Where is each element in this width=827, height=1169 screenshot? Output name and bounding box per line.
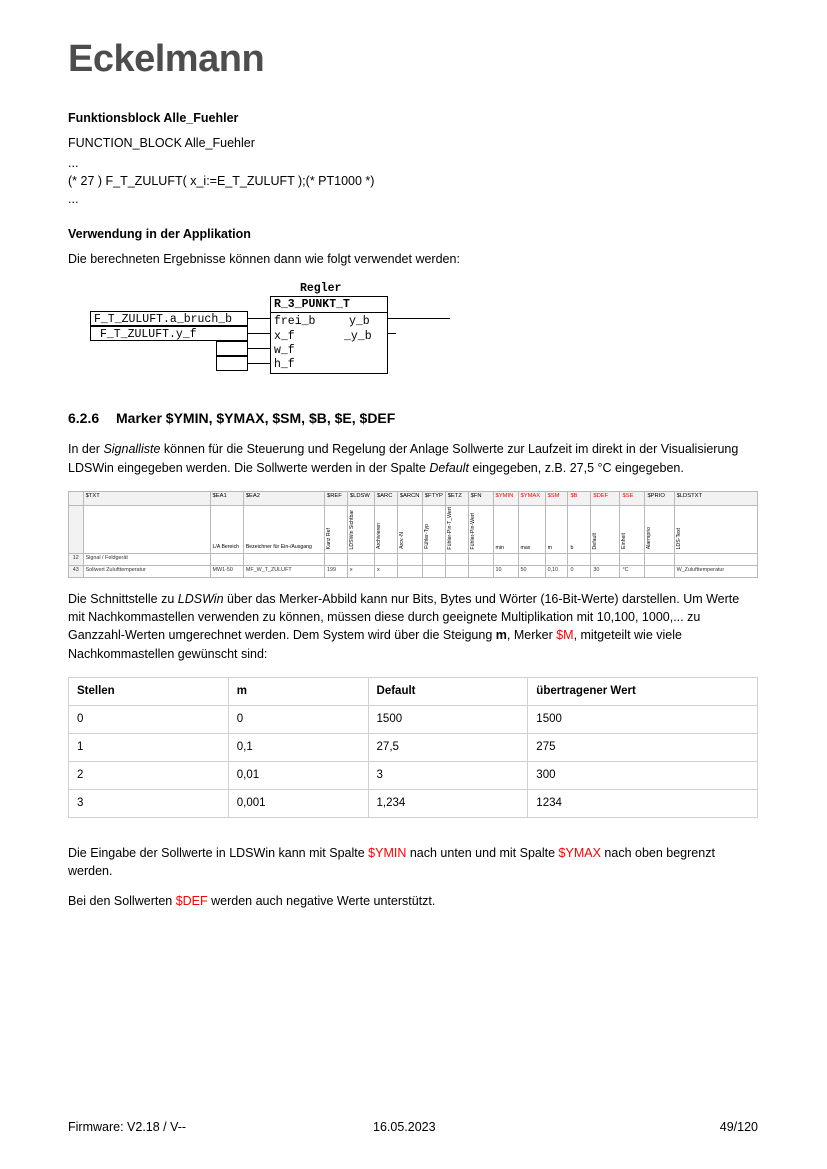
diagram-input-frei_b: frei_b: [274, 315, 316, 329]
diagram-stub-box-1: [216, 341, 248, 356]
siglist-r43-16: °C: [620, 566, 645, 578]
functionblock-heading: Funktionsblock Alle_Fuehler: [68, 111, 239, 125]
datatable-header-row: [69, 677, 758, 705]
siglist-r43-8: [422, 566, 445, 578]
functionblock-line-3: (* 27 ) F_T_ZULUFT( x_i:=E_T_ZULUFT );(* PT1000 *): [68, 174, 375, 189]
siglist-r12-15: [591, 554, 620, 566]
diagram-input-x_f: x_f: [274, 330, 295, 344]
negative-marker-def: $DEF: [175, 893, 208, 908]
intro-text-1: In der: [68, 442, 104, 457]
siglist-r12-6: [374, 554, 397, 566]
siglist-r12-0: 12: [69, 554, 84, 566]
datatable-r1-c2: 27,5: [368, 733, 528, 761]
section-intro-paragraph: [68, 440, 758, 476]
signal-list-table: [68, 491, 758, 579]
functionblock-line-4: ...: [68, 192, 79, 207]
datatable-r3-c0: 3: [69, 789, 229, 817]
interface-paragraph: [68, 590, 758, 663]
siglist-r43-11: 10: [493, 566, 518, 578]
negative-text-a: Bei den Sollwerten: [68, 893, 176, 908]
siglist-hdr-ea2: $EA2: [243, 491, 324, 505]
siglist-r12-11: [493, 554, 518, 566]
siglist-r12-14: [568, 554, 591, 566]
siglist-r12-17: [645, 554, 674, 566]
table-row: [69, 733, 758, 761]
datatable-r3-c1: 0,001: [228, 789, 368, 817]
section-number: 6.2.6: [68, 410, 100, 427]
siglist-sub-arc: Archivieren: [374, 505, 397, 554]
intro-text-2: können für die Steuerung und Regelung der Anlage Sollwerte zur Laufzeit im direkt in der Visualisierung LDSWin eingegeben werden. Die Sollwerte werden in der Spalte: [68, 442, 739, 475]
functionblock-line-2: ...: [68, 156, 79, 170]
limits-marker-ymax: $YMAX: [558, 845, 601, 860]
siglist-hdr-etz: $ETZ: [445, 491, 468, 505]
datatable-header-m: m: [228, 677, 368, 705]
limits-text-c: nach oben begrenzt werden.: [68, 845, 715, 878]
siglist-r43-3: MF_W_T_ZULUFT: [243, 566, 324, 578]
siglist-sub-ea1: L/A Bereich: [210, 505, 243, 554]
siglist-r12-10: [468, 554, 493, 566]
interface-italic-ldswin: LDSWin: [177, 592, 224, 607]
siglist-sub-ldsw: LDSWin Sichtbar: [347, 505, 374, 554]
siglist-sub-ref: Kanz Ref: [325, 505, 348, 554]
siglist-r43-15: 30: [591, 566, 620, 578]
diagram-conn-2: [248, 333, 270, 334]
intro-italic-signalliste: Signalliste: [103, 442, 161, 457]
document-content: [68, 110, 758, 912]
intro-italic-default: Default: [429, 460, 469, 475]
siglist-hdr-ref: $REF: [325, 491, 348, 505]
datatable-r1-c1: 0,1: [228, 733, 368, 761]
interface-text-c: , Merker: [506, 628, 557, 643]
siglist-r12-8: [422, 554, 445, 566]
diagram-conn-3: [248, 348, 270, 349]
siglist-hdr-arcn: $ARCN: [397, 491, 422, 505]
datatable-r1-c0: 1: [69, 733, 229, 761]
datatable-r2-c3: 300: [528, 761, 758, 789]
siglist-r43-9: [445, 566, 468, 578]
siglist-r43-4: 199: [325, 566, 348, 578]
siglist-sub-ftyp: Fühler-Typ: [422, 505, 445, 554]
datatable-r0-c1: 0: [228, 705, 368, 733]
interface-text-d: , mitgeteilt wie viele Nachkommastellen gewünscht sind:: [68, 628, 682, 661]
siglist-sub-ldstxt: LDS-Text: [674, 505, 757, 554]
diagram-conn-out-1: [388, 318, 450, 319]
limits-marker-ymin: $YMIN: [368, 845, 407, 860]
table-row: [69, 554, 758, 566]
siglist-hdr-ftyp: $FTYP: [422, 491, 445, 505]
usage-text: Die berechneten Ergebnisse können dann wie folgt verwendet werden:: [68, 252, 460, 267]
siglist-r12-18: [674, 554, 757, 566]
section-heading: [68, 410, 758, 426]
siglist-sub-prio: Alarmprio: [645, 505, 674, 554]
siglist-r43-5: x: [347, 566, 374, 578]
limits-text-a: Die Eingabe der Sollwerte in LDSWin kann mit Spalte: [68, 845, 369, 860]
siglist-r43-7: [397, 566, 422, 578]
siglist-r43-0: 43: [69, 566, 84, 578]
siglist-r12-2: [210, 554, 243, 566]
siglist-r43-1: Sollwert Zulufttemperatur: [83, 566, 210, 578]
negative-values-paragraph: [68, 892, 758, 910]
siglist-sub-fn: Fühler-Pin-Wert: [468, 505, 493, 554]
siglist-sub-0: [69, 505, 84, 554]
datatable-r1-c3: 275: [528, 733, 758, 761]
footer-page-number: 49/120: [719, 1120, 758, 1134]
datatable-header-uebertragener-wert: übertragener Wert: [528, 677, 758, 705]
siglist-hdr-b: $B: [568, 491, 591, 505]
siglist-r43-12: 50: [518, 566, 545, 578]
siglist-hdr-arc: $ARC: [374, 491, 397, 505]
diagram-title: Regler: [300, 282, 342, 296]
table-row: [69, 761, 758, 789]
siglist-r43-13: 0,10: [545, 566, 568, 578]
diagram-left-label-1: F_T_ZULUFT.a_bruch_b: [94, 313, 233, 327]
limits-paragraph: [68, 844, 758, 880]
siglist-sub-ymax: max: [518, 505, 545, 554]
table-row: [69, 566, 758, 578]
datatable-r2-c2: 3: [368, 761, 528, 789]
datatable-header-default: Default: [368, 677, 528, 705]
siglist-r12-16: [620, 554, 645, 566]
siglist-r43-6: x: [374, 566, 397, 578]
siglist-r12-9: [445, 554, 468, 566]
siglist-sub-ea2: Bezeichner für Ein-/Ausgang: [243, 505, 324, 554]
table-row: [69, 789, 758, 817]
interface-text-a: Die Schnittstelle zu: [68, 592, 178, 607]
siglist-r12-13: [545, 554, 568, 566]
siglist-sub-se: Einheit: [620, 505, 645, 554]
diagram-input-h_f: h_f: [274, 358, 295, 372]
footer-date: 16.05.2023: [373, 1120, 436, 1134]
section-title: Marker $YMIN, $YMAX, $SM, $B, $E, $DEF: [116, 410, 396, 427]
diagram-conn-1: [248, 318, 270, 319]
datatable-r0-c2: 1500: [368, 705, 528, 733]
siglist-r43-14: 0: [568, 566, 591, 578]
siglist-sub-def: Default: [591, 505, 620, 554]
datatable-r0-c0: 0: [69, 705, 229, 733]
siglist-sub-txt: [83, 505, 210, 554]
usage-heading: Verwendung in der Applikation: [68, 227, 251, 242]
company-logo: Eckelmann: [68, 38, 265, 80]
siglist-sub-b: b: [568, 505, 591, 554]
negative-text-b: werden auch negative Werte unterstützt.: [207, 893, 436, 908]
siglist-hdr-ymin: $YMIN: [493, 491, 518, 505]
siglist-r12-4: [325, 554, 348, 566]
siglist-hdr-def: $DEF: [591, 491, 620, 505]
diagram-output-y_b: y_b: [349, 315, 370, 329]
diagram-block-divider: [270, 312, 388, 313]
siglist-r43-2: MW1-50: [210, 566, 243, 578]
siglist-hdr-ldstxt: $LDSTXT: [674, 491, 757, 505]
diagram-block-name: R_3_PUNKT_T: [274, 298, 350, 312]
siglist-sub-sm: m: [545, 505, 568, 554]
siglist-sub-ymin: min: [493, 505, 518, 554]
siglist-hdr-fn: $FN: [468, 491, 493, 505]
siglist-hdr-txt: $TXT: [83, 491, 210, 505]
diagram-stub-box-2: [216, 356, 248, 371]
block-diagram: [68, 282, 758, 392]
siglist-hdr-ea1: $EA1: [210, 491, 243, 505]
siglist-sub-arcn: Arcv.-N: [397, 505, 422, 554]
functionblock-line-1: FUNCTION_BLOCK Alle_Fuehler: [68, 135, 255, 150]
siglist-hdr-sm: $SM: [545, 491, 568, 505]
diagram-input-w_f: w_f: [274, 344, 295, 358]
intro-text-3: eingegeben, z.B. 27,5 °C eingegeben.: [468, 460, 684, 475]
table-row: [69, 705, 758, 733]
siglist-r12-1: Signal / Feldgerät: [83, 554, 210, 566]
siglist-r43-10: [468, 566, 493, 578]
interface-bold-m: m: [495, 628, 507, 643]
siglist-r43-17: [645, 566, 674, 578]
diagram-conn-out-2: [388, 333, 396, 334]
siglist-hdr-ldsw: $LDSW: [347, 491, 374, 505]
siglist-r43-18: W_Zulufttemperatur: [674, 566, 757, 578]
footer-firmware: Firmware: V2.18 / V--: [68, 1120, 187, 1134]
interface-text-b: über das Merker-Abbild kann nur Bits, Bytes und Wörter (16-Bit-Werte) darstellen. Um Werte mit Nachkommastellen verwenden zu können, müssen diese durch geeignete Multiplikation mit 10,100, 1000,... zu Ganzzahl-Werten umgerechnet werden. Dem System wird über die Steigung: [68, 592, 740, 643]
datatable-r3-c2: 1,234: [368, 789, 528, 817]
siglist-hdr-se: $SE: [620, 491, 645, 505]
siglist-r12-5: [347, 554, 374, 566]
siglist-sub-etz: Fühler-Pin-T_Wert: [445, 505, 468, 554]
signal-list-header-row: [69, 491, 758, 505]
siglist-hdr-prio: $PRIO: [645, 491, 674, 505]
diagram-left-label-2: F_T_ZULUFT.y_f: [100, 328, 197, 342]
diagram-conn-4: [248, 363, 270, 364]
siglist-hdr-0: [69, 491, 84, 505]
datatable-r2-c0: 2: [69, 761, 229, 789]
datatable-r0-c3: 1500: [528, 705, 758, 733]
siglist-hdr-ymax: $YMAX: [518, 491, 545, 505]
signal-list-subheader-row: [69, 505, 758, 554]
siglist-r12-12: [518, 554, 545, 566]
limits-text-b: nach unten und mit Spalte: [406, 845, 559, 860]
datatable-r3-c3: 1234: [528, 789, 758, 817]
diagram-output-not-y_b: _y_b: [344, 330, 372, 344]
datatable-header-stellen: Stellen: [69, 677, 229, 705]
siglist-r12-3: [243, 554, 324, 566]
siglist-r12-7: [397, 554, 422, 566]
decimal-places-table: [68, 677, 758, 818]
interface-marker-m: $M: [556, 628, 574, 643]
datatable-r2-c1: 0,01: [228, 761, 368, 789]
